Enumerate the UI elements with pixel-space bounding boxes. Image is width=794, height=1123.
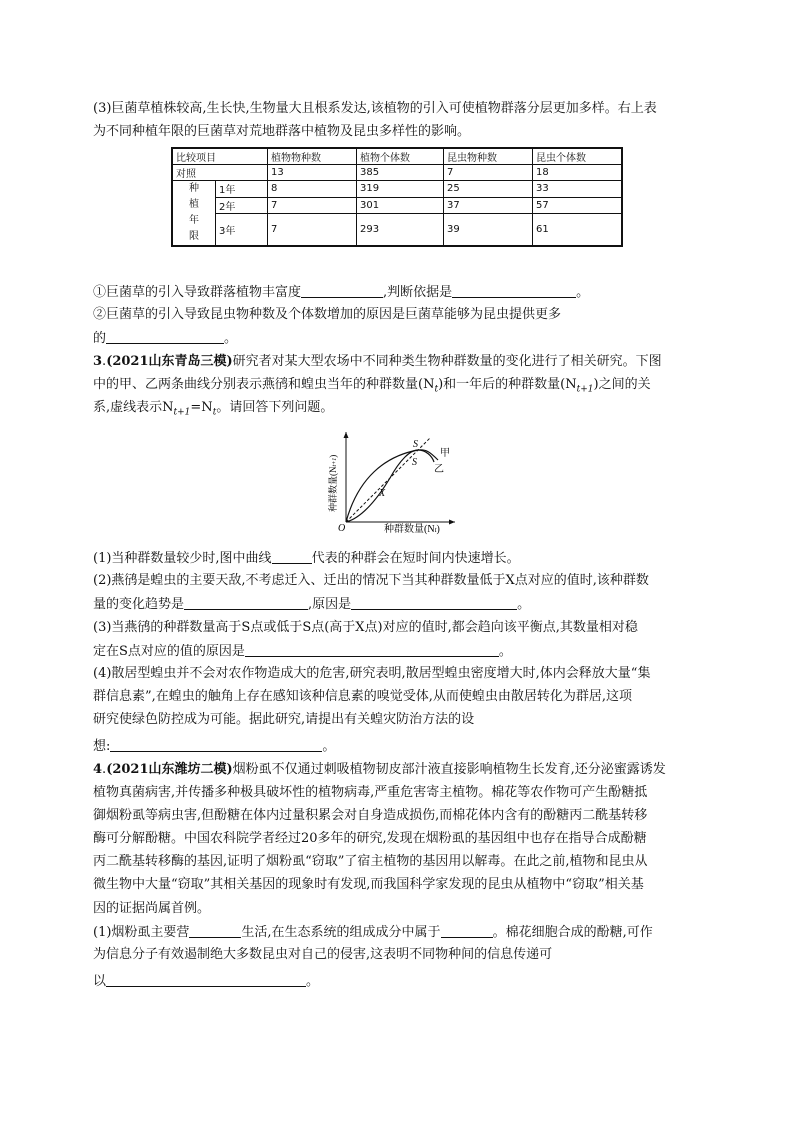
text: 烟粉虱不仅通过刺吸植物韧皮部汁液直接影响植物生长发育,还分泌蜜露诱发	[232, 762, 666, 777]
answer-blank[interactable]	[245, 642, 499, 657]
text: (1)当种群数量较少时,图中曲线	[93, 551, 272, 566]
subscript: t	[212, 407, 217, 418]
text: 。	[517, 597, 531, 612]
q4-line7: 因的证据尚属首例。	[93, 901, 211, 916]
question-number: 4	[93, 762, 103, 777]
table-row	[172, 197, 622, 214]
answer-blank[interactable]	[189, 923, 241, 938]
group-label-char: 种	[189, 183, 199, 194]
table-cell: 8	[268, 181, 357, 198]
curve-label-yi: 乙	[434, 464, 444, 475]
answer-blank[interactable]	[272, 549, 312, 564]
table-cell: 33	[533, 181, 623, 198]
table-cell: 1年	[216, 181, 268, 198]
table-header-cell: 昆虫个体数	[533, 148, 623, 165]
q4-p1-line2: 为信息分子有效遏制绝大多数昆虫对自己的侵害,这表明不同物种间的信息传递可	[93, 947, 553, 962]
text: ,原因是	[308, 597, 352, 612]
q3-p3-line2	[93, 642, 512, 661]
table-cell: 3年	[216, 214, 268, 247]
table-cell: 57	[533, 197, 623, 214]
point-s-lower: S	[412, 457, 417, 468]
text: 。	[498, 644, 512, 659]
text: ,判断依据是	[383, 285, 453, 300]
table-header-cell: 昆虫物种数	[444, 148, 533, 165]
table-cell: 7	[268, 197, 357, 214]
q4-line1: 4.(2021山东潍坊二模)烟粉虱不仅通过刺吸植物韧皮部汁液直接影响植物生长发育,还分泌蜜露诱发	[93, 762, 666, 777]
table-header-cell: 比较项目	[172, 148, 268, 165]
answer-blank[interactable]	[351, 595, 517, 610]
text: 研究者对某大型农场中不同种类生物种群数量的变化进行了相关研究。下图	[232, 354, 662, 369]
table-cell: 61	[533, 214, 623, 247]
q2-sub2-line2	[93, 329, 237, 348]
curve-label-jia: 甲	[440, 448, 450, 459]
q4-p1-line1	[93, 923, 653, 942]
text: 生活,在生态系统的组成成分中属于	[241, 925, 441, 940]
q3-p4-line4	[93, 737, 335, 756]
table-cell: 301	[357, 197, 444, 214]
q3-p4-line1: (4)散居型蝗虫并不会对农作物造成大的危害,研究表明,散居型蝗虫密度增大时,体内会释放大量“集	[93, 666, 651, 681]
group-label-char: 年	[189, 215, 199, 226]
text: )和一年后的种群数量(N	[438, 377, 577, 392]
q3-p4-line3: 研究使绿色防控成为可能。据此研究,请提出有关蝗灾防治方法的设	[93, 712, 475, 727]
table-cell: 对照	[172, 165, 268, 181]
text: 。	[322, 739, 336, 754]
table-group-label	[172, 181, 216, 247]
table-row	[172, 165, 622, 181]
table-row	[172, 181, 622, 198]
q3-p4-line2: 群信息素”,在蝗虫的触角上存在感知该种信息素的嗅觉受体,从而使蝗虫由散居转化为群居,这项	[93, 689, 633, 704]
text: 代表的种群会在短时间内快速增长。	[311, 551, 520, 566]
table-header-cell: 植物个体数	[357, 148, 444, 165]
text: 量的变化趋势是	[93, 597, 185, 612]
y-axis-arrow	[344, 432, 349, 438]
text: 系,虚线表示N	[93, 400, 174, 415]
answer-blank[interactable]	[301, 283, 383, 298]
answer-blank[interactable]	[184, 595, 308, 610]
q2-sub1	[93, 283, 589, 302]
q4-line4: 酶可分解酚糖。中国农科院学者经过20多年的研究,发现在烟粉虱的基因组中也存在指导合成酚糖	[93, 831, 647, 846]
q2-part3-line1: (3)巨菌草植株较高,生长快,生物量大且根系发达,该植物的引入可使植物群落分层更加多样。右上表	[93, 101, 657, 116]
text: 的	[93, 331, 107, 346]
text: ①巨菌草的引入导致群落植物丰富度	[93, 285, 302, 300]
table-cell: 385	[357, 165, 444, 181]
answer-blank[interactable]	[441, 923, 493, 938]
question-number: 3	[93, 354, 103, 369]
answer-blank[interactable]	[110, 737, 322, 752]
text: =N	[190, 400, 213, 415]
origin-label: O	[338, 523, 346, 534]
q3-p2-line1: (2)燕鸻是蝗虫的主要天敌,不考虑迁入、迁出的情况下当其种群数量低于X点对应的值时,该种群数	[93, 573, 649, 588]
text: 。	[306, 974, 320, 989]
table-cell: 25	[444, 181, 533, 198]
table-cell: 319	[357, 181, 444, 198]
text: 想:	[93, 739, 111, 754]
q4-line3: 御烟粉虱等病虫害,但酚糖在体内过量积累会对自身造成损伤,而棉花体内含有的酚糖丙二酰基转移	[93, 808, 648, 823]
q3-line2	[93, 376, 651, 399]
point-s-upper: S	[413, 439, 418, 450]
y-axis-label: 种群数量(Nt+1)	[328, 454, 338, 512]
text: (1)烟粉虱主要营	[93, 925, 190, 940]
question-source: (2021山东潍坊二模)	[106, 762, 233, 777]
text: )之间的关	[593, 377, 651, 392]
text: 定在S点对应的值的原因是	[93, 644, 245, 659]
text: 以	[93, 974, 107, 989]
text: 。	[224, 331, 238, 346]
answer-blank[interactable]	[106, 329, 224, 344]
text: 中的甲、乙两条曲线分别表示燕鸻和蝗虫当年的种群数量(N	[93, 377, 435, 392]
text: 。请回答下列问题。	[216, 400, 334, 415]
table-header-row	[172, 148, 622, 165]
table-cell: 7	[268, 214, 357, 247]
question-source: (2021山东青岛三模)	[106, 354, 233, 369]
q2-part3-line2: 为不同种植年限的巨菌草对荒地群落中植物及昆虫多样性的影响。	[93, 124, 471, 139]
population-curve-figure	[330, 428, 460, 538]
q3-p2-line2	[93, 595, 530, 614]
table-cell: 2年	[216, 197, 268, 214]
subscript: t	[434, 384, 439, 395]
table-cell: 293	[357, 214, 444, 247]
curve-jia	[346, 450, 438, 522]
table-cell: 7	[444, 165, 533, 181]
table-cell: 13	[268, 165, 357, 181]
table-cell: 39	[444, 214, 533, 247]
q3-line1: 3.(2021山东青岛三模)研究者对某大型农场中不同种类生物种群数量的变化进行了相关研究。下图	[93, 354, 662, 369]
table-cell: 18	[533, 165, 623, 181]
table-cell: 37	[444, 197, 533, 214]
group-label-char: 植	[189, 199, 199, 210]
q3-p1	[93, 549, 520, 568]
q4-line2: 植物真菌病害,并传播多种极具破坏性的植物病毒,严重危害寄主植物。棉花等农作物可产生酚糖抵	[93, 785, 648, 800]
q4-line5: 丙二酰基转移酶的基因,证明了烟粉虱“窃取”了宿主植物的基因用以解毒。在此之前,植物和昆虫从	[93, 854, 648, 869]
subscript: t+1	[576, 384, 594, 395]
table-row	[172, 214, 622, 247]
x-axis-arrow	[449, 520, 455, 525]
table-header-cell: 植物物种数	[268, 148, 357, 165]
subscript: t+1	[173, 407, 191, 418]
answer-blank[interactable]	[106, 972, 306, 987]
curve-yi	[346, 450, 434, 522]
q4-p1-line3	[93, 972, 319, 991]
q4-line6: 微生物中大量“窃取”其相关基因的现象时有发现,而我国科学家发现的昆虫从植物中“窃取”相关基	[93, 877, 644, 892]
point-x: X	[379, 488, 386, 499]
comparison-table	[171, 147, 623, 247]
answer-blank[interactable]	[452, 283, 576, 298]
q3-line3	[93, 399, 333, 422]
text: 。	[576, 285, 590, 300]
q2-sub2-line1: ②巨菌草的引入导致昆虫物种数及个体数增加的原因是巨菌草能够为昆虫提供更多	[93, 307, 562, 322]
q3-p3-line1: (3)当燕鸻的种群数量高于S点或低于S点(高于X点)对应的值时,都会趋向该平衡点,其数量相对稳	[93, 620, 638, 635]
group-label-char: 限	[189, 231, 199, 242]
x-axis-label: 种群数量(Nt)	[384, 524, 440, 535]
text: 。棉花细胞合成的酚糖,可作	[492, 925, 653, 940]
